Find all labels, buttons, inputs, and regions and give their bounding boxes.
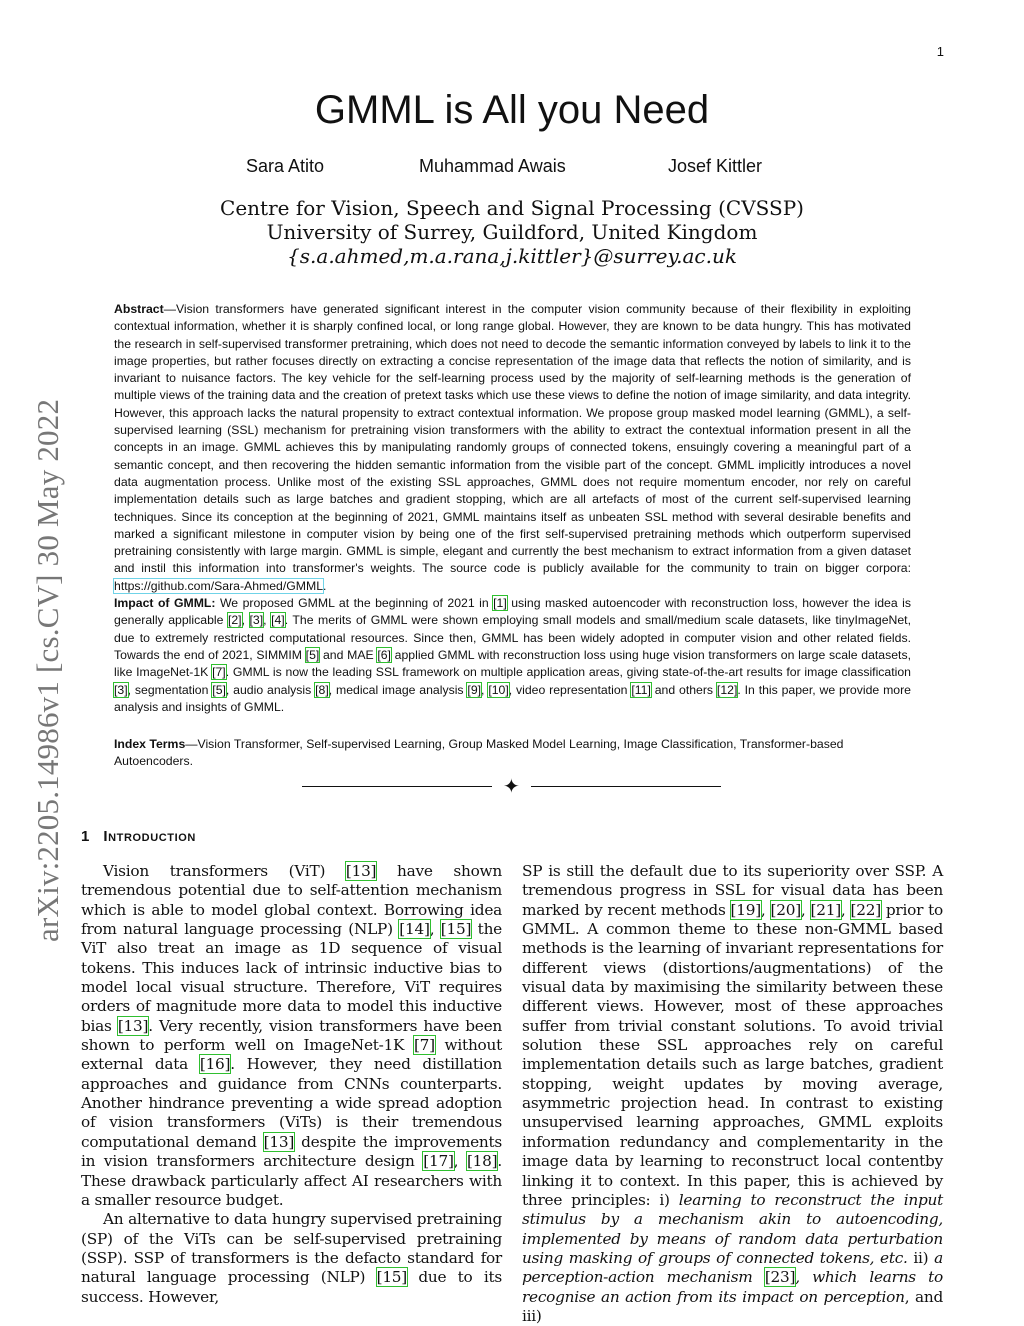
citation-link[interactable]: [4] <box>271 613 285 628</box>
divider-diamond-icon: ✦ <box>503 774 520 798</box>
body-text: , <box>453 1152 467 1171</box>
index-terms-text: —Vision Transformer, Self-supervised Learning, Group Masked Model Learning, Image Classification, Transformer-based Autoencoders. <box>114 737 844 769</box>
citation-link[interactable]: [14] <box>399 920 430 939</box>
impact-text: . The merits of GMML were shown employing small models and small/medium scale datasets, like tinyImageNet, due to extremely restricted computational resources. Since then, GMML has been widely adopted in computer vision and other related fields. Towards the end of 2021, SIMMIM <box>114 613 911 662</box>
impact-label: Impact of GMML: <box>114 596 216 611</box>
index-terms <box>114 736 911 771</box>
author-name: Muhammad Awais <box>419 156 566 176</box>
body-text: have shown tremendous potential due to self-attention mechanism which is able to model global context. Borrowing idea from natural language processing (NLP) <box>81 862 502 939</box>
body-text: Vision transformers (ViT) <box>103 862 346 880</box>
citation-link[interactable]: [13] <box>263 1132 295 1151</box>
citation-link[interactable]: [1] <box>493 596 507 611</box>
citation-link[interactable]: [15] <box>376 1268 408 1287</box>
impact-paragraph <box>114 595 911 716</box>
citation-link[interactable]: [8] <box>315 682 329 697</box>
body-text: , <box>800 900 811 919</box>
body-text: An alternative to data hungry supervised pretraining (SP) of the ViTs can be self-supervised pretraining (SSP). SSP of transformers is the defacto standard for natural language processing (NLP) <box>81 1210 502 1287</box>
section-number: 1 <box>81 828 90 845</box>
body-text: despite the improvements in vision transformers architecture design <box>81 1132 503 1171</box>
abstract-text: —Vision transformers have generated significant interest in the computer vision community because of their flexibility in exploiting contextual information, whether it is sharply confined local, or long range global. However, they are known to be data hungry. This has motivated the research in self-supervised transformer pretraining, which does not need to decode the semantic information conveyed by labels to link it to the image properties, but rather focuses directly on extracting a concise representation of the image data that reflects the notion of similarity, and is invariant to nuisance factors. The key vehicle for the self-learning process used by the majority of self-learning methods is the generation of multiple views of the training data and the creation of pretext tasks which use these views to define the notion of image similarity, and data integrity. However, this approach lacks the natural propensity to extract contextual information. We propose group masked model learning (GMML), a self-supervised learning (SSL) mechanism for pretraining vision transformers with the ability to extract the contextual information present in all the concepts in an image. GMML achieves this by manipulating randomly groups of connected tokens, ensuingly covering a meaningful part of a semantic concept, and then recovering the hidden semantic information from the visible part of the concept. GMML implicitly introduces a novel data augmentation process. Unlike most of the existing SSL approaches, GMML does not require momentum encoder, nor rely on careful implementation details such as large batches and gradient stopping, which are all artefacts of most of the current self-supervised learning techniques. Since its conception at the beginning of 2021, GMML maintains itself as unbeaten SSL method with several desirable benefits and marked a significant milestone in computer vision by being one of the first self-supervised pretraining methods which outperform supervised pretraining consistently with large margin. GMML is simple, elegant and currently the best mechanism to extract information from a given dataset and instil this information into transformer's weights. The source code is publicly available for the community to train on bigger corpora: <box>114 302 911 576</box>
citation-link[interactable]: [16] <box>199 1055 231 1074</box>
impact-text: , video representation <box>508 682 632 697</box>
citation-link[interactable]: [22] <box>850 900 881 919</box>
emphasis-text: learning to reconstruct the input stimulus by a mechanism akin to autoencoding, implemented by means of random data perturbation using masking of groups of connected tokens, etc. <box>522 1190 943 1267</box>
citation-link[interactable]: [10] <box>488 682 509 697</box>
citation-link[interactable]: [13] <box>117 1016 149 1035</box>
affiliation-line: University of Surrey, Guildford, United Kingdom <box>266 220 758 244</box>
impact-text: We proposed GMML at the beginning of 2021 in <box>215 596 494 611</box>
left-column <box>81 862 502 1307</box>
body-text: SP is still the default due to its superiority over SSP. A tremendous progress in SSL for visual data has been marked by recent methods <box>522 862 943 919</box>
citation-link[interactable]: [20] <box>770 900 801 919</box>
arxiv-identifier: arXiv:2205.14986v1 [cs.CV] 30 May 2022 <box>30 398 65 942</box>
impact-text: , segmentation <box>127 682 213 697</box>
impact-text: and MAE <box>319 647 378 662</box>
impact-text: and others <box>650 682 717 697</box>
citation-link[interactable]: [12] <box>716 682 738 697</box>
citation-link[interactable]: [13] <box>345 862 377 880</box>
body-paragraph <box>81 1210 502 1307</box>
impact-text: , audio analysis <box>225 682 316 697</box>
author-name: Sara Atito <box>246 156 325 176</box>
impact-text: applied GMML with reconstruction loss using huge vision transformers on large scale datasets, like ImageNet-1K <box>114 647 911 680</box>
body-text: , <box>840 900 851 919</box>
impact-text: , medical image analysis <box>328 682 468 697</box>
citation-link[interactable]: [3] <box>249 613 264 628</box>
abstract-paragraph <box>114 301 911 595</box>
index-terms-label: Index Terms <box>114 737 186 751</box>
author-emails: {s.a.ahmed,m.a.rana,j.kittler}@surrey.ac.uk <box>287 244 737 268</box>
section-title: Introduction <box>103 828 196 845</box>
citation-link[interactable]: [19] <box>730 900 761 919</box>
body-text: the ViT also treat an image as 1D sequence of visual tokens. This induces lack of intrinsic inductive bias to model local visual structure. Therefore, ViT requires orders of magnitude more data to model this inductive bias <box>81 920 502 1035</box>
impact-text: . GMML is now the leading SSL framework on multiple application areas, giving state-of-the-art results for image classification <box>225 665 911 680</box>
body-text: ii) <box>907 1248 935 1267</box>
abstract-label: Abstract <box>114 302 164 316</box>
emphasis-text: , which learns to recognise an action from its impact on perception <box>522 1268 943 1306</box>
author-name: Josef Kittler <box>668 156 763 176</box>
body-text: . Very recently, vision transformers have been shown to perform well on ImageNet-1K <box>81 1016 502 1055</box>
emphasis-text: a perception-action mechanism <box>522 1248 943 1287</box>
section-heading <box>81 828 196 845</box>
citation-link[interactable]: [2] <box>227 613 242 628</box>
impact-text: , <box>263 613 272 628</box>
citation-link[interactable]: [9] <box>467 682 482 697</box>
citation-link[interactable]: [7] <box>212 665 226 680</box>
section-divider-left <box>302 786 492 787</box>
body-text: due to its success. However, <box>81 1268 502 1306</box>
body-text: without external data <box>81 1036 503 1074</box>
impact-text: . In this paper, we provide more analysis and insights of GMML. <box>114 682 911 714</box>
abstract-block <box>114 301 911 716</box>
body-paragraph <box>81 862 502 1210</box>
citation-link[interactable]: [23] <box>764 1268 796 1287</box>
body-text: , <box>429 920 441 939</box>
body-text: , and iii) <box>522 1287 943 1325</box>
impact-text: using masked autoencoder with reconstruction loss, however the idea is generally applicable <box>114 596 911 628</box>
body-paragraph <box>522 862 943 1326</box>
citation-link[interactable]: [17] <box>423 1152 454 1171</box>
page-number: 1 <box>936 44 944 59</box>
abstract-text: . <box>323 578 327 593</box>
citation-link[interactable]: [21] <box>810 900 841 919</box>
source-code-link[interactable]: https://github.com/Sara-Ahmed/GMML <box>114 578 324 593</box>
citation-link[interactable]: [6] <box>377 647 391 662</box>
body-text: , <box>760 900 771 919</box>
body-text: . However, they need distillation approaches and guidance from CNNs counterparts. Another hindrance preventing a wide spread adoption of vision transformers (ViTs) is their tremendous computational demand <box>81 1055 503 1151</box>
section-divider-right <box>531 786 721 787</box>
right-column <box>522 862 943 1326</box>
body-text: prior to GMML. A common theme to these non-GMML based methods is the learning of invariant representations for different views (distortions/augmentations) of the visual data by maximising the similarity between these different views. However, most of these approaches suffer from trivial constant solutions. To avoid trivial solution these SSL approaches rely on careful implementation details such as large batches, gradient stopping, weight updates by moving average, asymmetric projection head. In contrast to existing unsupervised learning approaches, GMML exploits information redundancy and complementarity in the image data by learning to reconstruct local contentby linking it to context. In this paper, this is achieved by three principles: i) <box>522 900 943 1209</box>
citation-link[interactable]: [3] <box>114 682 128 697</box>
paper-title: GMML is All you Need <box>314 88 710 132</box>
citation-link[interactable]: [5] <box>212 682 226 697</box>
affiliation-line: Centre for Vision, Speech and Signal Processing (CVSSP) <box>220 196 804 220</box>
body-text: . These drawback particularly affect AI researchers with a smaller resource budget. <box>81 1152 502 1209</box>
citation-link[interactable]: [7] <box>413 1036 435 1055</box>
citation-link[interactable]: [11] <box>631 682 651 697</box>
impact-text: , <box>481 682 489 697</box>
citation-link[interactable]: [5] <box>305 647 320 662</box>
impact-text: , <box>241 613 250 628</box>
citation-link[interactable]: [15] <box>440 920 472 939</box>
citation-link[interactable]: [18] <box>466 1152 498 1171</box>
